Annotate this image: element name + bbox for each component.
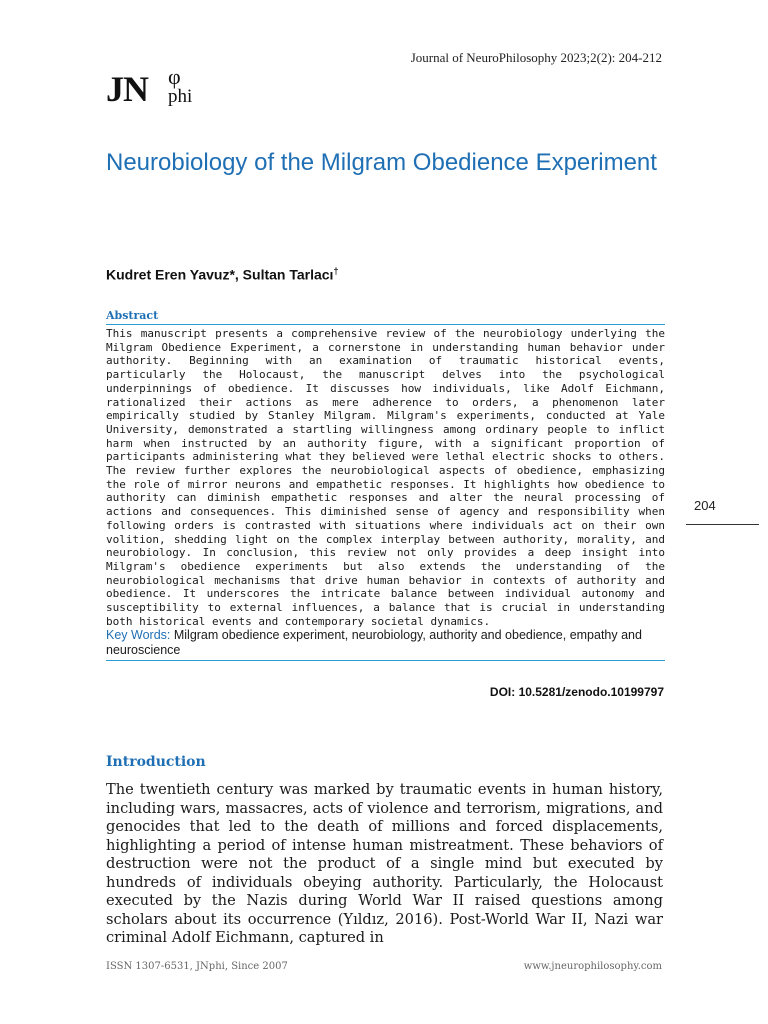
journal-logo bbox=[106, 66, 226, 112]
footer-website-link[interactable]: www.jneurophilosophy.com bbox=[523, 961, 662, 972]
keywords bbox=[106, 628, 665, 661]
footer-issn: ISSN 1307-6531, JNphi, Since 2007 bbox=[106, 961, 288, 972]
logo-phi-symbol: φ bbox=[168, 64, 181, 89]
article-title: Neurobiology of the Milgram Obedience Experiment bbox=[106, 149, 657, 176]
author-line bbox=[106, 266, 338, 283]
logo-letters: JN bbox=[106, 69, 148, 109]
abstract-heading: Abstract bbox=[106, 309, 665, 325]
abstract-section bbox=[106, 309, 665, 661]
abstract-text: This manuscript presents a comprehensive review of the neurobiology underlying the Milgram Obedience Experiment, a cornerstone in understanding human behavior under authority. Beginning with an examination of traumatic historical events, particularly the Holocaust, the manuscript delves into the psychological underpinnings of obedience. It discusses how individuals, like Adolf Eichmann, rationalized their actions as mere adherence to orders, a phenomenon later empirically studied by Stanley Milgram. Milgram's experiments, conducted at Yale University, demonstrated a startling willingness among ordinary people to inflict harm when instructed by an authority figure, with a significant proportion of participants administering what they believed were lethal electric shocks to others. The review further explores the neurobiological aspects of obedience, emphasizing the role of mirror neurons and empathetic responses. It highlights how obedience to authority can diminish empathetic responses and alter the neural processing of actions and consequences. This diminished sense of agency and responsibility when following orders is contrasted with situations where individuals act on their own volition, shedding light on the complex interplay between authority, morality, and neurobiology. In conclusion, this review not only provides a deep insight into Milgram's obedience experiments but also extends the understanding of the neurobiological mechanisms that drive human behavior in contexts of authority and obedience. It underscores the intricate balance between individual autonomy and susceptibility to external influences, a balance that is crucial in understanding both historical events and contemporary societal dynamics. bbox=[106, 327, 665, 628]
page-number-rule bbox=[686, 524, 759, 525]
author-footnote-mark: † bbox=[333, 266, 339, 276]
introduction-text: The twentieth century was marked by traumatic events in human history, including wars, massacres, acts of violence and terrorism, migrations, and genocides that led to the death of millions and forced displacements, highlighting a period of intense human mistreatment. These behaviors of destruction were not the product of a single mind but executed by hundreds of individuals obeying authority. Particularly, the Holocaust executed by the Nazis during World War II raised questions among scholars about its occurrence (Yıldız, 2016). Post-World War II, Nazi war criminal Adolf Eichmann, captured in bbox=[106, 781, 663, 946]
introduction-heading: Introduction bbox=[106, 754, 206, 770]
doi-link[interactable]: DOI: 10.5281/zenodo.10199797 bbox=[489, 685, 664, 699]
logo-phi-text: phi bbox=[168, 86, 193, 107]
journal-reference: Journal of NeuroPhilosophy 2023;2(2): 204-212 bbox=[410, 50, 662, 65]
keywords-list: Milgram obedience experiment, neurobiology, authority and obedience, empathy and neuroscience bbox=[106, 628, 642, 658]
keywords-label: Key Words: bbox=[106, 628, 171, 643]
page-number: 204 bbox=[694, 498, 716, 513]
author-names: Kudret Eren Yavuz*, Sultan Tarlacı bbox=[106, 266, 334, 283]
